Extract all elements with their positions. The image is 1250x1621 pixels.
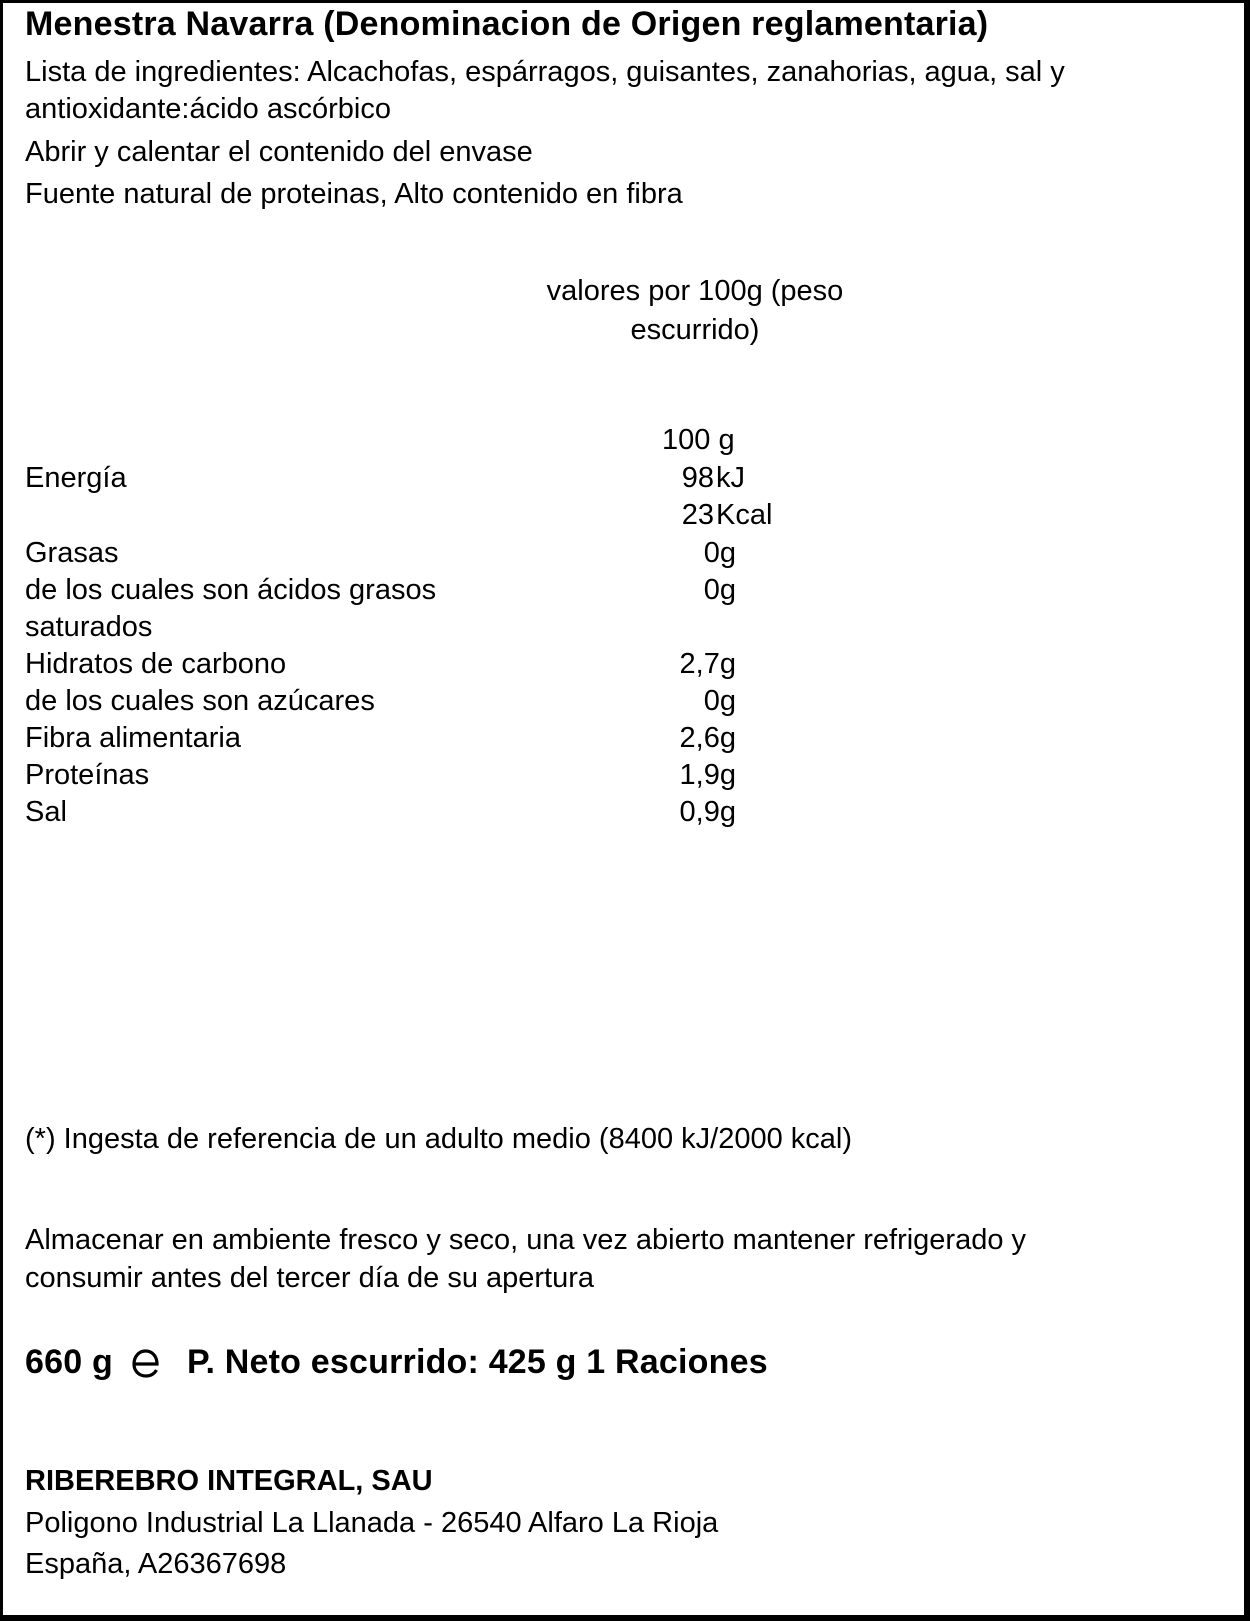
ingredients-line-2: antioxidante:ácido ascórbico [25, 93, 391, 125]
nutrient-value-salt: 0,9g [679, 796, 736, 828]
drained-weight: P. Neto escurrido: 425 g 1 Raciones [187, 1343, 768, 1381]
storage-line-2: consumir antes del tercer día de su apertura [25, 1262, 595, 1294]
energy-kj-value: 98 [681, 462, 714, 494]
company-address-line-1: Poligono Industrial La Llanada - 26540 Alfaro La Rioja [25, 1507, 719, 1539]
nutrient-label-saturated-fat-cont: saturados [25, 611, 153, 643]
company-name: RIBEREBRO INTEGRAL, SAU [25, 1465, 433, 1497]
energy-kcal-unit: Kcal [716, 499, 773, 531]
storage-line-1: Almacenar en ambiente fresco y seco, una vez abierto mantener refrigerado y [25, 1224, 1027, 1256]
nutrient-value-saturated-fat: 0g [703, 574, 736, 606]
nutrient-label-sugars: de los cuales son azúcares [25, 685, 375, 717]
preparation-instructions: Abrir y calentar el contenido del envase [25, 136, 533, 168]
energy-kcal-value: 23 [681, 499, 714, 531]
nutrition-header-line-2: escurrido) [630, 314, 760, 346]
energy-kj-unit: kJ [716, 462, 745, 494]
company-address-line-2: España, A26367698 [25, 1548, 287, 1580]
nutrient-value-sugars: 0g [703, 685, 736, 717]
energy-label: Energía [25, 462, 127, 494]
net-weight: 660 g [25, 1343, 113, 1381]
nutrient-label-carbohydrates: Hidratos de carbono [25, 648, 287, 680]
nutrient-label-fibre: Fibra alimentaria [25, 722, 241, 754]
nutrient-value-carbohydrates: 2,7g [679, 648, 736, 680]
ingredients-line-1: Lista de ingredientes: Alcachofas, espárragos, guisantes, zanahorias, agua, sal y [25, 56, 1065, 88]
nutrient-value-protein: 1,9g [679, 759, 736, 791]
nutrient-label-fat: Grasas [25, 537, 119, 569]
nutrient-value-fibre: 2,6g [679, 722, 736, 754]
nutrient-value-fat: 0g [703, 537, 736, 569]
product-title: Menestra Navarra (Denominacion de Origen reglamentaria) [25, 5, 989, 43]
nutrient-label-protein: Proteínas [25, 759, 150, 791]
nutrition-column-header: 100 g [662, 424, 735, 456]
nutrition-claims: Fuente natural de proteinas, Alto contenido en fibra [25, 178, 683, 210]
nutrient-label-saturated-fat: de los cuales son ácidos grasos [25, 574, 437, 606]
reference-intake-note: (*) Ingesta de referencia de un adulto medio (8400 kJ/2000 kcal) [25, 1123, 852, 1155]
nutrient-label-salt: Sal [25, 796, 67, 828]
e-mark-icon [130, 1345, 162, 1381]
nutrition-header-line-1: valores por 100g (peso [546, 275, 844, 307]
